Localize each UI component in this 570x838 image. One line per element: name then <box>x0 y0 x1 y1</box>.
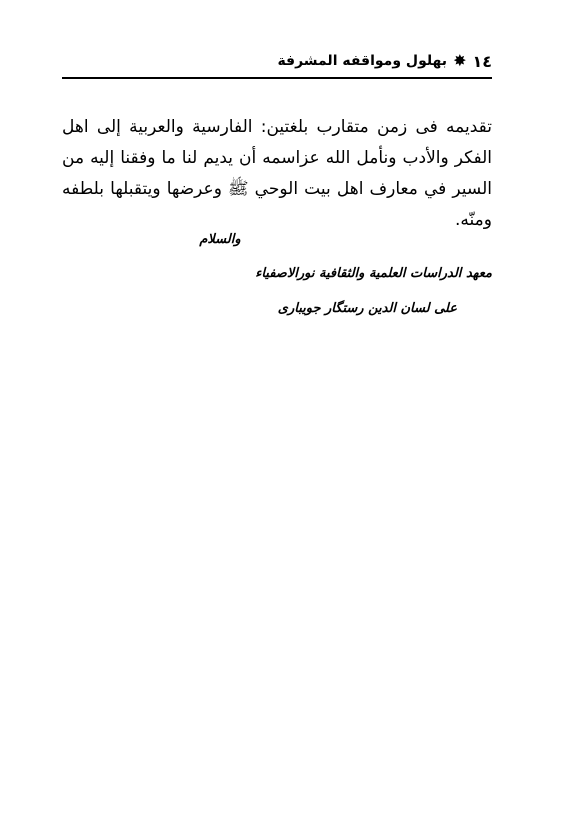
page-number: ١٤ <box>472 51 492 71</box>
running-header <box>62 46 492 76</box>
body-paragraph <box>62 112 492 236</box>
author-name: على لسان الدين رستگار جويبارى <box>277 301 457 316</box>
header-divider <box>62 77 492 79</box>
institute-name: معهد الدراسات العلمية والثقافية نورالاصفياء <box>255 266 492 281</box>
paragraph-text: تقديمه فى زمن متقارب بلغتين: الفارسية والعربية إلى اهل الفكر والأدب ونأمل الله عزاسمه أن يديم لنا ما وفقنا إليه من السير في معارف اهل بيت الوحي ﷺ وعرضها ويتقبلها بلطفه ومنّه. <box>62 117 492 230</box>
star-ornament-icon: ✸ <box>453 51 467 70</box>
closing-salutation: والسلام <box>199 232 241 247</box>
book-title: بهلول ومواقفه المشرفة <box>277 53 448 69</box>
